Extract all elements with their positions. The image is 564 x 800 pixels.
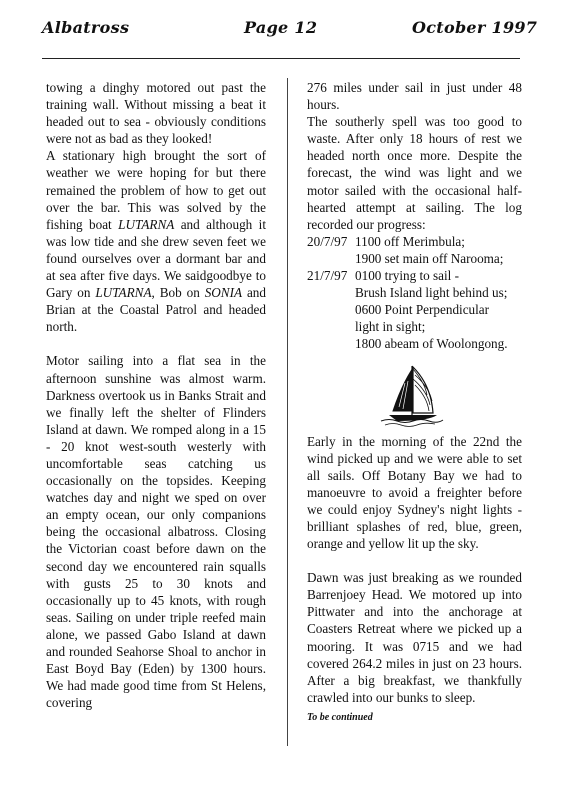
log-entry: light in sight; <box>355 319 426 335</box>
header-rule <box>42 58 520 59</box>
progress-log <box>307 233 522 353</box>
to-be-continued: To be continued <box>307 711 373 723</box>
log-entry: 1900 set main off Narooma; <box>355 250 504 266</box>
text-run: , Bob on <box>151 285 205 301</box>
column-divider <box>287 78 288 746</box>
vessel-name: SONIA <box>204 285 243 301</box>
left-paragraph-3: Motor sailing into a flat sea in the afternoon sunshine was almost warm. Darkness overtook us in Banks Strait and we finally left the shelter of Flinders Island at dawn. We romped along in a 15 - 20 knot west-south westerly with uncomfortable seas catching us occasionally on the topsides. Keeping watches day and night we sped on over an empty ocean, our only companions being the occasional albatross. Closing the Victorian coast before dawn on the second day we encountered rain squalls with gusts 25 to 30 knots and occasionally up to 45 knots, with rough seas. Sailing on under triple reefed main alone, we passed Gabo Island at dawn and rounded Seahorse Shoal to anchor in East Boyd Bay (Eden) by 1300 hours. We had made good time from St Helens, covering <box>46 353 266 711</box>
page-header <box>0 0 564 60</box>
log-entry: 0600 Point Perpendicular <box>355 302 490 318</box>
right-paragraph-2: The southerly spell was too good to waste. After only 18 hours of rest we headed north once more. Despite the forecast, the wind was light and we motor sailed with the occasional half-hearted attempt at sailing. The log recorded our progress: <box>307 114 522 232</box>
text-run: and although it was low tide and she drew seven feet we found ourselves over a dormant bar and at sea after five days. We saidgoodbye to Gary on <box>46 216 266 301</box>
log-entry: 0100 trying to sail - <box>355 268 460 284</box>
vessel-name: LUTARNA <box>95 285 152 301</box>
log-entry: 1800 abeam of Woolongong. <box>355 336 508 352</box>
right-paragraph-3: Early in the morning of the 22nd the wind picked up and we were able to set all sails. Off Botany Bay we had to manoeuvre to avoid a freighter before we could enjoy Sydney's night lights - brilliant splashes of red, blue, green, orange and yellow lit up the sky. <box>307 433 522 552</box>
right-column <box>307 79 522 726</box>
log-entry: Brush Island light behind us; <box>355 285 508 301</box>
vessel-name: LUTARNA <box>118 216 175 232</box>
right-paragraph-1: 276 miles under sail in just under 48 hours. <box>307 80 522 113</box>
log-row <box>307 267 522 284</box>
log-entry: 1100 off Merimbula; <box>355 233 465 249</box>
log-date: 20/7/97 <box>307 233 348 249</box>
left-paragraph-1: towing a dinghy motored out past the training wall. Without missing a beat it headed out to sea - obviously conditions were not as bad as they looked! <box>46 80 266 147</box>
right-paragraph-4: Dawn was just breaking as we rounded Barrenjoey Head. We motored up into Pittwater and into the anchorage at Coasters Retreat where we picked up a mooring. It was 0715 and we had covered 264.2 miles in just on 23 hours. After a big breakfast, we thankfully crawled into our bunks to sleep. <box>307 570 522 705</box>
left-column <box>46 79 266 711</box>
page-number: Page 12 <box>244 18 318 37</box>
text-run: and Brian at the Coastal Patrol and headed north. <box>46 285 266 335</box>
left-paragraph-2 <box>46 147 266 335</box>
text-run: A stationary high brought the sort of weather we were hoping for but there remained the problem of how to get out over the bar. This was solved by the fishing boat <box>46 148 266 232</box>
issue-date: October 1997 <box>412 18 538 37</box>
publication-title: Albatross <box>42 18 130 37</box>
log-row <box>307 233 522 250</box>
log-date: 21/7/97 <box>307 268 348 284</box>
sailboat-icon <box>379 363 445 427</box>
